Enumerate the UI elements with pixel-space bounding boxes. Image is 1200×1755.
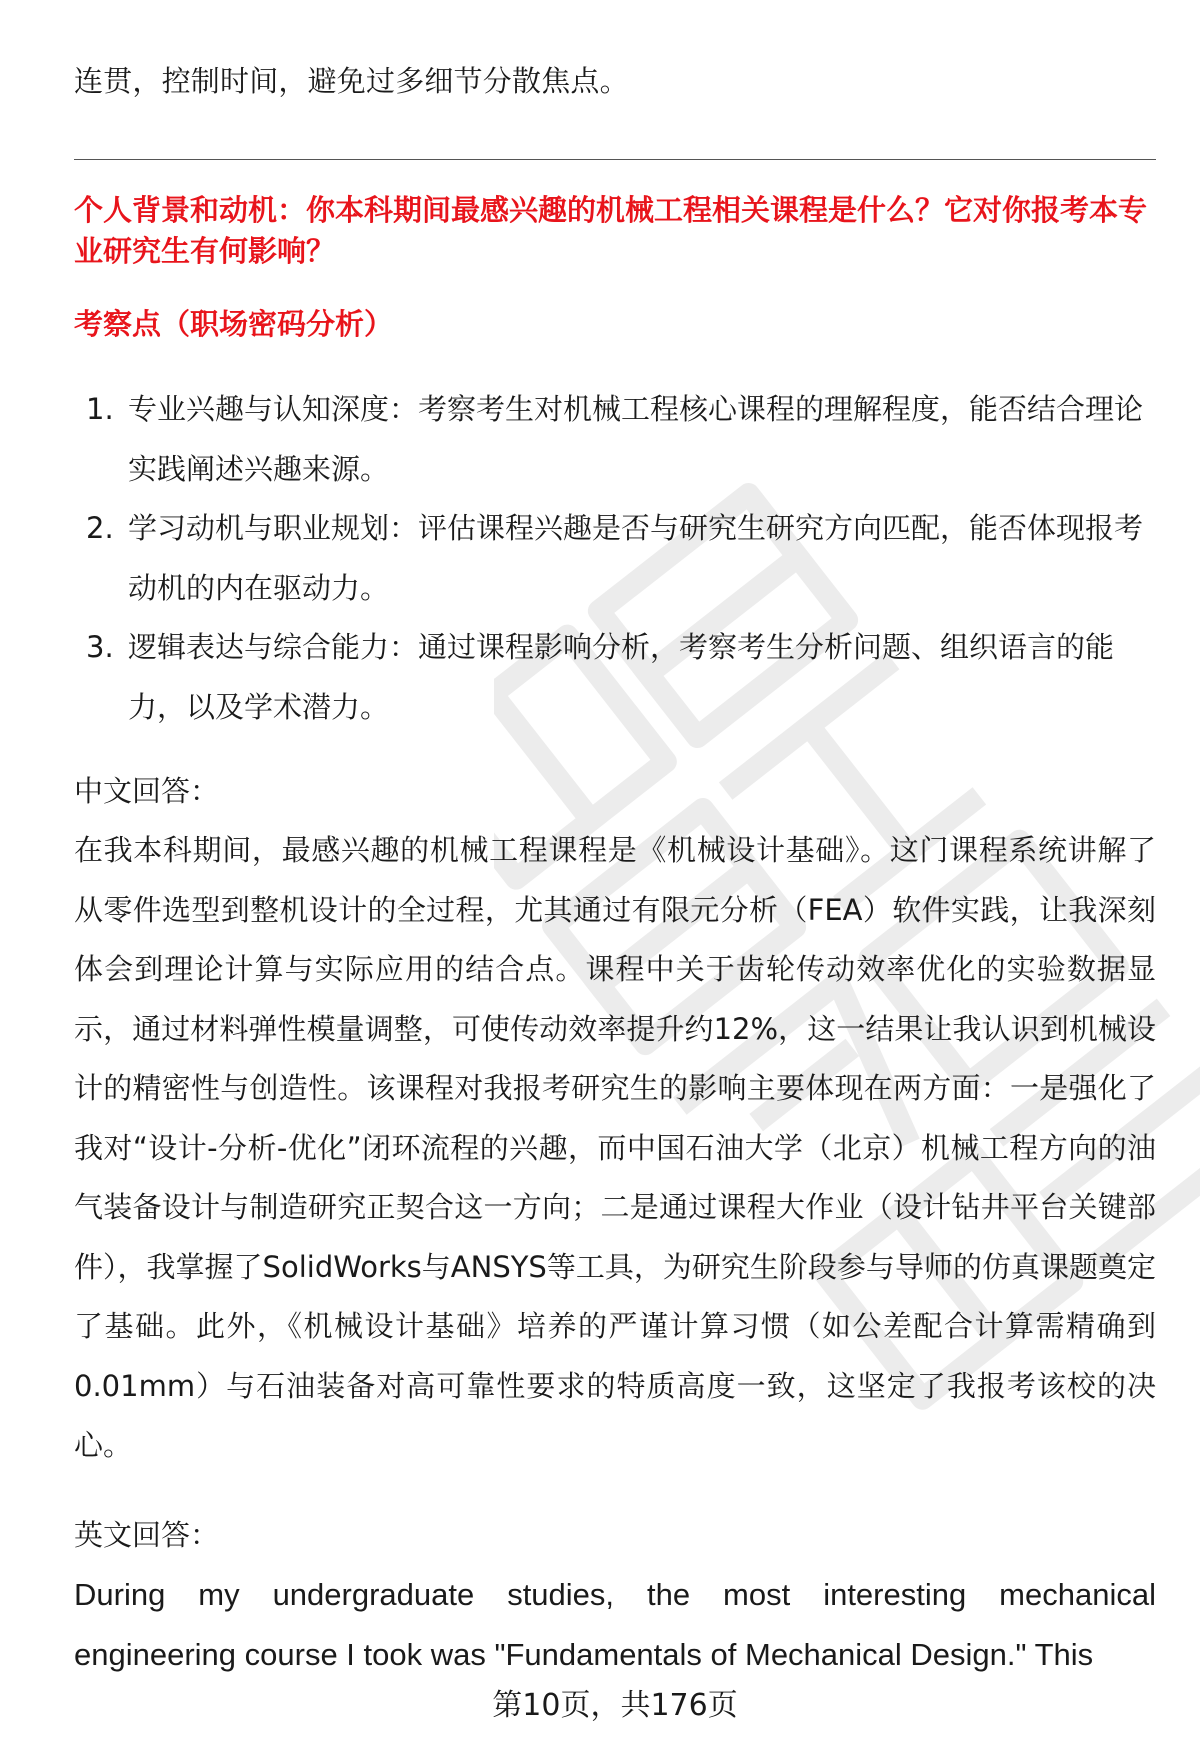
exam-point-number: 3. bbox=[86, 630, 114, 664]
exam-point-number: 2. bbox=[86, 511, 114, 545]
exam-point-text: 学习动机与职业规划：评估课程兴趣是否与研究生研究方向匹配，能否体现报考动机的内在驱动力。 bbox=[128, 511, 1144, 605]
exam-point-item bbox=[74, 380, 1156, 499]
exam-points-list bbox=[74, 380, 1156, 737]
exam-point-item bbox=[74, 499, 1156, 618]
document-page bbox=[74, 0, 1156, 1755]
chinese-answer-label: 中文回答： bbox=[74, 774, 220, 808]
english-answer-label: 英文回答： bbox=[74, 1518, 220, 1552]
english-answer-text: During my undergraduate studies, the most interesting mechanical engineering course I took was "Fundamentals of Mechanical Design." This bbox=[74, 1577, 1156, 1672]
question-heading: 个人背景和动机：你本科期间最感兴趣的机械工程相关课程是什么？它对你报考本专业研究生有何影响？ bbox=[74, 193, 1148, 268]
exam-point-text: 逻辑表达与综合能力：通过课程影响分析，考察考生分析问题、组织语言的能力，以及学术潜力。 bbox=[128, 630, 1115, 724]
intro-line: 连贯，控制时间，避免过多细节分散焦点。 bbox=[74, 64, 629, 98]
chinese-answer-text: 在我本科期间，最感兴趣的机械工程课程是《机械设计基础》。这门课程系统讲解了从零件选型到整机设计的全过程，尤其通过有限元分析（FEA）软件实践，让我深刻体会到理论计算与实际应用的结合点。课程中关于齿轮传动效率优化的实验数据显示，通过材料弹性模量调整，可使传动效率提升约12%，这一结果让我认识到机械设计的精密性与创造性。该课程对我报考研究生的影响主要体现在两方面：一是强化了我对“设计-分析-优化”闭环流程的兴趣，而中国石油大学（北京）机械工程方向的油气装备设计与制造研究正契合这一方向；二是通过课程大作业（设计钻井平台关键部件），我掌握了SolidWorks与ANSYS等工具，为研究生阶段参与导师的仿真课题奠定了基础。此外，《机械设计基础》培养的严谨计算习惯（如公差配合计算需精确到0.01mm）与石油装备对高可靠性要求的特质高度一致，这坚定了我报考该校的决心。 bbox=[74, 833, 1156, 1462]
exam-point-text: 专业兴趣与认知深度：考察考生对机械工程核心课程的理解程度，能否结合理论实践阐述兴趣来源。 bbox=[128, 392, 1144, 486]
exam-point-heading: 考察点（职场密码分析） bbox=[74, 307, 394, 341]
page-footer: 第10页，共176页 bbox=[492, 1688, 738, 1723]
exam-point-item bbox=[74, 618, 1156, 737]
exam-point-number: 1. bbox=[86, 392, 114, 426]
section-divider bbox=[74, 159, 1156, 160]
